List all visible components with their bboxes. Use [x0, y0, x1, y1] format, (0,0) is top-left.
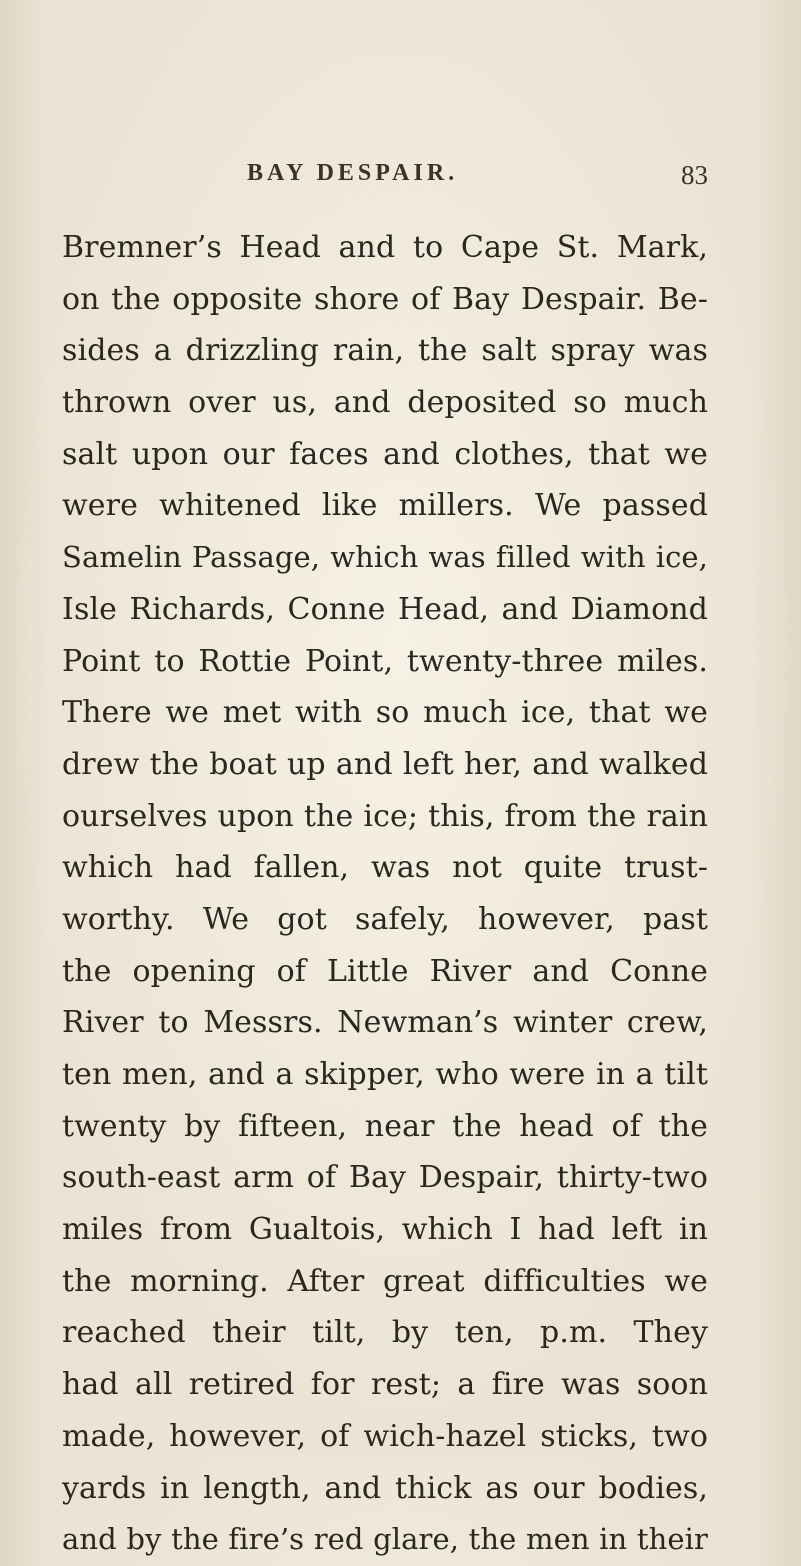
text-line: worthy. We got safely, however, past — [62, 901, 708, 937]
text-line: which had fallen, was not quite trust- — [62, 850, 708, 886]
text-line: Point to Rottie Point, twenty-three miles. — [62, 643, 708, 679]
text-line: yards in length, and thick as our bodies, — [62, 1470, 708, 1506]
text-line: There we met with so much ice, that we — [62, 695, 708, 731]
text-line: thrown over us, and deposited so much — [62, 385, 708, 421]
text-line: Bremner’s Head and to Cape St. Mark, — [62, 230, 708, 265]
text-line: Isle Richards, Conne Head, and Diamond — [62, 591, 708, 627]
text-line: drew the boat up and left her, and walked — [62, 746, 708, 782]
text-line: salt upon our faces and clothes, that we — [62, 436, 708, 472]
text-line: and by the fire’s red glare, the men in their — [62, 1522, 708, 1557]
text-line: the opening of Little River and Conne — [62, 953, 708, 989]
text-line: on the opposite shore of Bay Despair. Be- — [62, 281, 708, 317]
page-number: 83 — [681, 160, 708, 190]
text-line: Samelin Passage, which was filled with ice, — [62, 540, 708, 575]
body-text — [62, 222, 708, 1566]
running-head — [62, 160, 708, 200]
text-line: miles from Gualtois, which I had left in — [62, 1212, 708, 1248]
text-line: made, however, of wich-hazel sticks, two — [62, 1418, 708, 1454]
text-line: had all retired for rest; a fire was soon — [62, 1367, 708, 1403]
text-line: ten men, and a skipper, who were in a tilt — [62, 1057, 708, 1092]
text-line: the morning. After great difficulties we — [62, 1263, 708, 1299]
text-line: twenty by fifteen, near the head of the — [62, 1108, 708, 1144]
text-line: sides a drizzling rain, the salt spray was — [62, 333, 708, 369]
text-line: south-east arm of Bay Despair, thirty-two — [62, 1160, 708, 1196]
text-line: ourselves upon the ice; this, from the rain — [62, 798, 708, 834]
text-line: reached their tilt, by ten, p.m. They — [62, 1315, 708, 1351]
running-title: BAY DESPAIR. — [247, 160, 459, 186]
text-line: were whitened like millers. We passed — [62, 488, 708, 524]
text-line: River to Messrs. Newman’s winter crew, — [62, 1005, 708, 1041]
